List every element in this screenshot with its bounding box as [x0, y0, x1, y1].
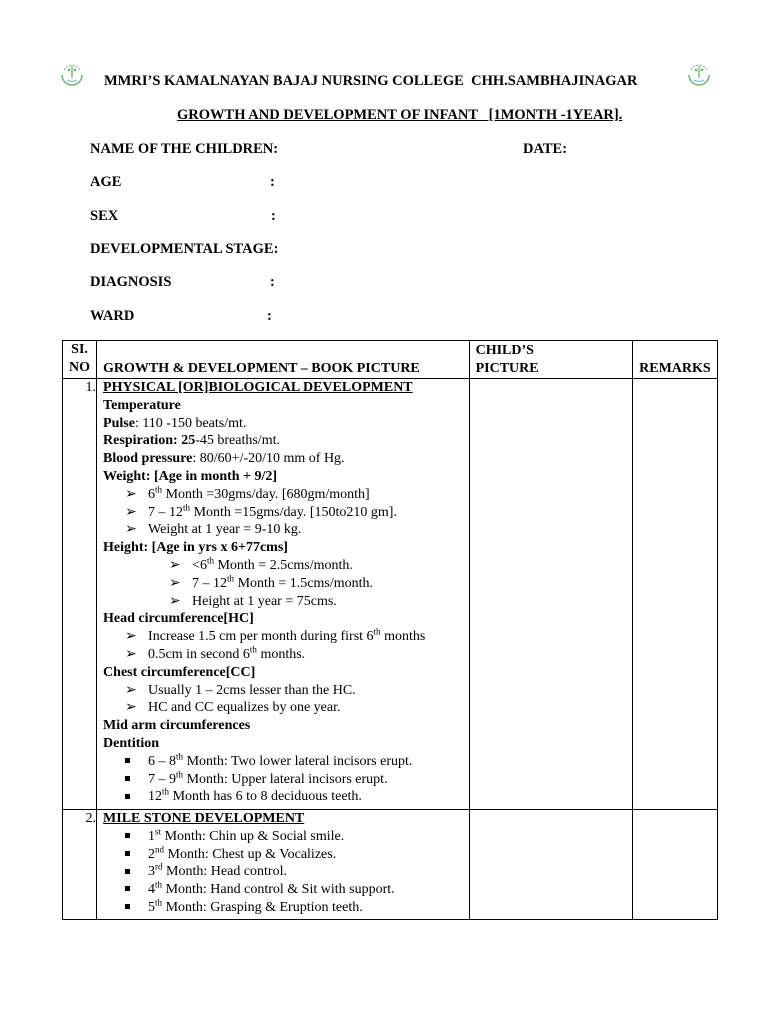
square-bullet-icon	[125, 828, 148, 846]
diagnosis-colon: :	[270, 274, 275, 290]
list-item: ➢ 0.5cm in second 6th months.	[125, 644, 306, 662]
list-item: ➢ Increase 1.5 cm per month during first 6th months	[125, 626, 426, 645]
arrow-bullet-icon: ➢	[125, 646, 137, 662]
header-picture	[469, 341, 632, 379]
list-item: 6 – 8th Month: Two lower lateral incisors erupt.	[103, 753, 469, 771]
college-name: MMRI’S KAMALNAYAN BAJAJ NURSING COLLEGE CHH.SAMBHAJINAGAR	[104, 73, 638, 89]
list-item: 12th Month has 6 to 8 deciduous teeth.	[103, 788, 469, 806]
college-logo-right-icon	[684, 58, 714, 88]
square-bullet-icon	[125, 788, 148, 806]
child-picture-cell	[469, 810, 632, 920]
remarks-cell	[632, 810, 717, 920]
age-label: AGE	[90, 174, 122, 190]
list-item: 4th Month: Hand control & Sit with support.	[103, 881, 469, 899]
growth-table	[62, 340, 718, 920]
header-picture-line1: CHILD’S	[475, 343, 534, 358]
square-bullet-icon	[125, 881, 148, 899]
blood-pressure-line	[103, 450, 469, 468]
mid-arm-title: Mid arm circumferences	[103, 718, 251, 734]
arrow-bullet-icon: ➢	[125, 682, 137, 698]
respiration-line	[103, 432, 469, 450]
remarks-cell	[632, 379, 717, 810]
respiration-value: -45 breaths/mt.	[195, 433, 280, 449]
list-item: 3rd Month: Head control.	[103, 863, 469, 881]
weight-title: Weight: [Age in month + 9/2]	[103, 468, 278, 484]
arrow-bullet-icon: ➢	[125, 504, 137, 520]
row-number: 1.	[63, 379, 97, 810]
table-row	[63, 810, 718, 920]
header-si: SI.	[71, 342, 88, 357]
square-bullet-icon	[125, 753, 148, 771]
header-growth: GROWTH & DEVELOPMENT – BOOK PICTURE	[97, 341, 470, 379]
square-bullet-icon	[125, 899, 148, 917]
age-colon: :	[270, 174, 275, 190]
pulse-line	[103, 415, 469, 433]
header-si-no	[63, 341, 97, 379]
page-title: GROWTH AND DEVELOPMENT OF INFANT [1MONTH -1YEAR].	[177, 107, 623, 123]
row-number: 2.	[63, 810, 97, 920]
chest-circumference-title: Chest circumference[CC]	[103, 664, 256, 680]
arrow-bullet-icon: ➢	[125, 700, 137, 716]
arrow-bullet-icon: ➢	[125, 629, 137, 645]
arrow-bullet-icon: ➢	[125, 486, 137, 502]
section-title: MILE STONE DEVELOPMENT	[103, 811, 305, 826]
ward-colon: :	[267, 308, 272, 324]
diagnosis-label: DIAGNOSIS	[90, 274, 172, 290]
list-item: ➢ 7 – 12th Month = 1.5cms/month.	[169, 573, 374, 591]
blood-pressure-value: : 80/60+/-20/10 mm of Hg.	[192, 451, 345, 467]
sex-label: SEX	[90, 208, 119, 224]
list-item: ➢ Usually 1 – 2cms lesser than the HC.	[125, 682, 356, 698]
pulse-label: Pulse	[103, 415, 135, 431]
list-item: ➢ <6th Month = 2.5cms/month.	[169, 555, 353, 573]
list-item: 1st Month: Chin up & Social smile.	[103, 828, 469, 846]
height-title: Height: [Age in yrs x 6+77cms]	[103, 540, 288, 556]
arrow-bullet-icon: ➢	[169, 557, 181, 573]
square-bullet-icon	[125, 863, 148, 881]
temperature-label: Temperature	[103, 397, 181, 413]
table-row	[63, 379, 718, 810]
sex-colon: :	[271, 208, 276, 224]
child-picture-cell	[469, 379, 632, 810]
list-item: ➢ Weight at 1 year = 9-10 kg.	[125, 522, 302, 538]
arrow-bullet-icon: ➢	[125, 522, 137, 538]
section-title: PHYSICAL [OR]BIOLOGICAL DEVELOPMENT	[103, 380, 413, 395]
blood-pressure-label: Blood pressure	[103, 451, 193, 467]
developmental-stage-label: DEVELOPMENTAL STAGE:	[90, 241, 279, 257]
list-item: ➢ 7 – 12th Month =15gms/day. [150to210 gm].	[125, 501, 397, 520]
square-bullet-icon	[125, 846, 148, 864]
list-item: ➢ 6th Month =30gms/day. [680gm/month]	[125, 484, 370, 502]
ward-label: WARD	[90, 308, 135, 324]
milestone-development-cell	[97, 810, 470, 920]
square-bullet-icon	[125, 771, 148, 789]
arrow-bullet-icon: ➢	[169, 593, 181, 609]
college-logo-left-icon	[57, 58, 87, 88]
dentition-title: Dentition	[103, 735, 160, 751]
list-item: ➢ Height at 1 year = 75cms.	[169, 593, 337, 609]
pulse-value: : 110 -150 beats/mt.	[134, 415, 247, 431]
physical-development-cell	[97, 379, 470, 810]
list-item: 5th Month: Grasping & Eruption teeth.	[103, 899, 469, 917]
list-item: 7 – 9th Month: Upper lateral incisors erupt.	[103, 771, 469, 789]
header-picture-line2: PICTURE	[475, 361, 539, 376]
head-circumference-title: Head circumference[HC]	[103, 611, 254, 627]
header-remarks: REMARKS	[632, 341, 717, 379]
table-header-row	[63, 341, 718, 379]
list-item: ➢ HC and CC equalizes by one year.	[125, 700, 341, 716]
list-item: 2nd Month: Chest up & Vocalizes.	[103, 846, 469, 864]
name-label: NAME OF THE CHILDREN:	[90, 141, 279, 157]
header-no: NO	[69, 360, 91, 375]
respiration-label: Respiration: 25	[103, 433, 196, 449]
date-label: DATE:	[523, 141, 568, 157]
arrow-bullet-icon: ➢	[169, 575, 181, 591]
